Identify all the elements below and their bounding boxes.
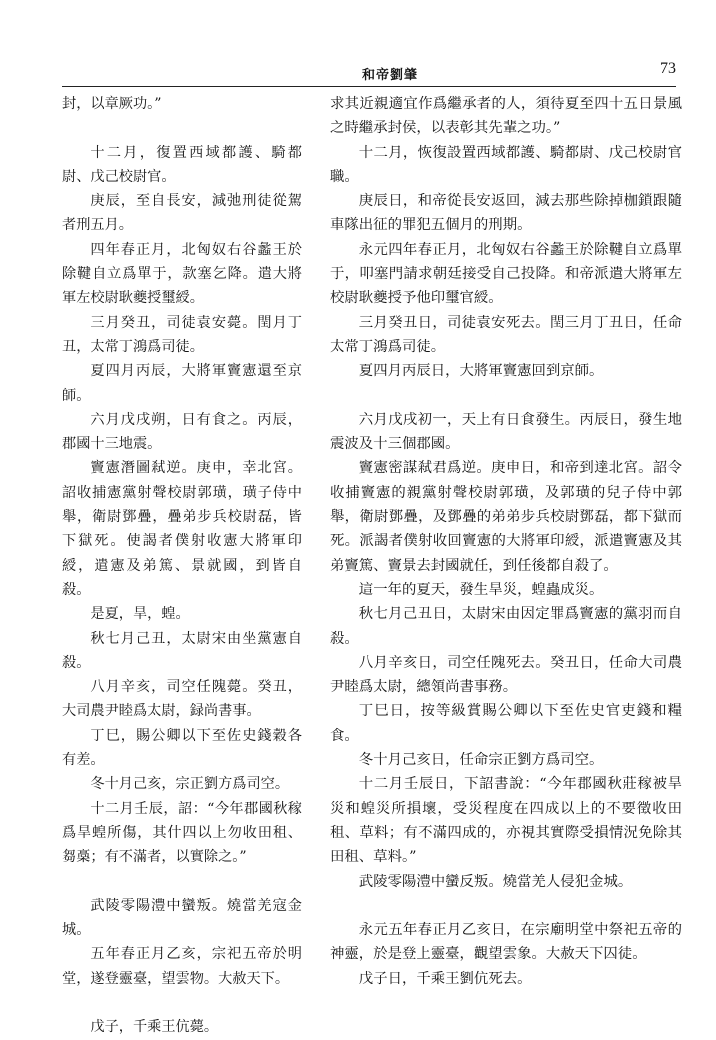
translation-paragraph: 這一年的夏天，發生旱災，蝗蟲成災。 bbox=[358, 581, 604, 598]
classical-text-column bbox=[62, 92, 302, 1040]
translation-column bbox=[330, 92, 682, 991]
page-number: 73 bbox=[660, 60, 676, 77]
classical-paragraph: 是夏，旱，蝗。 bbox=[90, 606, 190, 623]
translation-paragraph: 夏四月丙辰日，大將軍竇憲回到京師。 bbox=[358, 363, 604, 380]
translation-paragraph: 永元五年春正月乙亥日，在宗廟明堂中祭祀五帝的神靈，於是登上靈臺，觀望雲象。大赦天下囚徒。 bbox=[330, 922, 682, 963]
translation-paragraph: 庚辰日，和帝從長安返回，減去那些除掉枷鎖跟隨車隊出征的罪犯五個月的刑期。 bbox=[330, 193, 682, 234]
page-header bbox=[62, 54, 676, 87]
translation-paragraph: 秋七月己丑日，太尉宋由因定罪爲竇憲的黨羽而自殺。 bbox=[330, 606, 682, 647]
translation-paragraph: 永元四年春正月，北匈奴右谷蠡王於除鞬自立爲單于，叩塞門請求朝廷接受自己投降。和帝派遣大將軍左校尉耿夔授予他印璽官綬。 bbox=[330, 241, 682, 307]
classical-paragraph: 竇憲潛圖弒逆。庚申，幸北宮。詔收捕憲黨射聲校尉郭璜，璜子侍中舉，衛尉鄧疊，疊弟步兵校尉磊，皆下獄死。使謁者僕射收憲大將軍印綬，遣憲及弟篤、景就國，到皆自殺。 bbox=[62, 460, 302, 598]
translation-paragraph: 竇憲密謀弒君爲逆。庚申日，和帝到達北宮。詔令收捕竇憲的親黨射聲校尉郭璜，及郭璜的兒子侍中郭舉，衛尉鄧疊，及鄧疊的弟弟步兵校尉鄧磊，都下獄而死。派謁者僕射收回竇憲的大將軍印綬，派遣竇憲及其弟竇篤、竇景去封國就任，到任後都自殺了。 bbox=[330, 460, 682, 574]
classical-paragraph: 庚辰，至自長安，減弛刑徒從駕者刑五月。 bbox=[62, 193, 302, 234]
classical-paragraph: 八月辛亥，司空任隗薨。癸丑，大司農尹睦爲太尉，録尚書事。 bbox=[62, 679, 302, 720]
classical-paragraph: 武陵零陽澧中蠻叛。燒當羌寇金城。 bbox=[62, 897, 302, 939]
running-title: 和帝劉肇 bbox=[362, 68, 419, 83]
translation-paragraph: 武陵零陽澧中蠻反叛。燒當羌人侵犯金城。 bbox=[358, 873, 633, 890]
translation-paragraph: 丁巳日，按等級賞賜公卿以下至佐史官吏錢和糧食。 bbox=[330, 703, 682, 744]
classical-paragraph: 戊子，千乘王伉薨。 bbox=[90, 1019, 219, 1036]
translation-paragraph: 戊子日，千乘王劉伉死去。 bbox=[358, 970, 532, 987]
translation-paragraph: 冬十月己亥日，任命宗正劉方爲司空。 bbox=[358, 752, 604, 769]
translation-paragraph: 求其近親適宜作爲繼承者的人，須待夏至四十五日景風之時繼承封侯，以表彰其先輩之功。” bbox=[330, 96, 682, 137]
classical-paragraph: 三月癸丑，司徒袁安薨。閏月丁丑，太常丁鴻爲司徒。 bbox=[62, 314, 302, 355]
classical-paragraph: 十二月，復置西域都護、騎都尉、戊己校尉官。 bbox=[62, 144, 302, 185]
translation-paragraph: 三月癸丑日，司徒袁安死去。閏三月丁丑日，任命太常丁鴻爲司徒。 bbox=[330, 314, 682, 355]
translation-paragraph: 六月戊戌初一，天上有日食發生。丙辰日，發生地震波及十三個郡國。 bbox=[330, 411, 682, 453]
classical-paragraph: 夏四月丙辰，大將軍竇憲還至京師。 bbox=[62, 363, 302, 404]
translation-paragraph: 十二月，恢復設置西域都護、騎都尉、戊己校尉官職。 bbox=[330, 144, 682, 185]
classical-paragraph: 丁巳，賜公卿以下至佐史錢穀各有差。 bbox=[62, 727, 302, 769]
classical-paragraph: 封，以章厥功。” bbox=[62, 96, 162, 112]
classical-paragraph: 十二月壬辰，詔：“今年郡國秋稼爲旱蝗所傷，其什四以上勿收田租、芻槀；有不滿者，以實除之。” bbox=[62, 800, 302, 866]
classical-paragraph: 五年春正月乙亥，宗祀五帝於明堂，遂登靈臺，望雲物。大赦天下。 bbox=[62, 946, 302, 987]
translation-paragraph: 十二月壬辰日，下詔書說：“今年郡國秋莊稼被旱災和蝗災所損壞，受災程度在四成以上的不要徵收田租、草料；有不滿四成的，亦視其實際受損情況免除其田租、草料。” bbox=[330, 776, 682, 866]
classical-paragraph: 冬十月己亥，宗正劉方爲司空。 bbox=[90, 776, 290, 793]
translation-paragraph: 八月辛亥日，司空任隗死去。癸丑日，任命大司農尹睦爲太尉，總領尚書事務。 bbox=[330, 654, 682, 696]
classical-paragraph: 秋七月己丑，太尉宋由坐黨憲自殺。 bbox=[62, 630, 302, 671]
classical-paragraph: 四年春正月，北匈奴右谷蠡王於除鞬自立爲單于，款塞乞降。遣大將軍左校尉耿夔授璽綬。 bbox=[62, 241, 302, 307]
classical-paragraph: 六月戊戌朔，日有食之。丙辰，郡國十三地震。 bbox=[62, 411, 302, 453]
